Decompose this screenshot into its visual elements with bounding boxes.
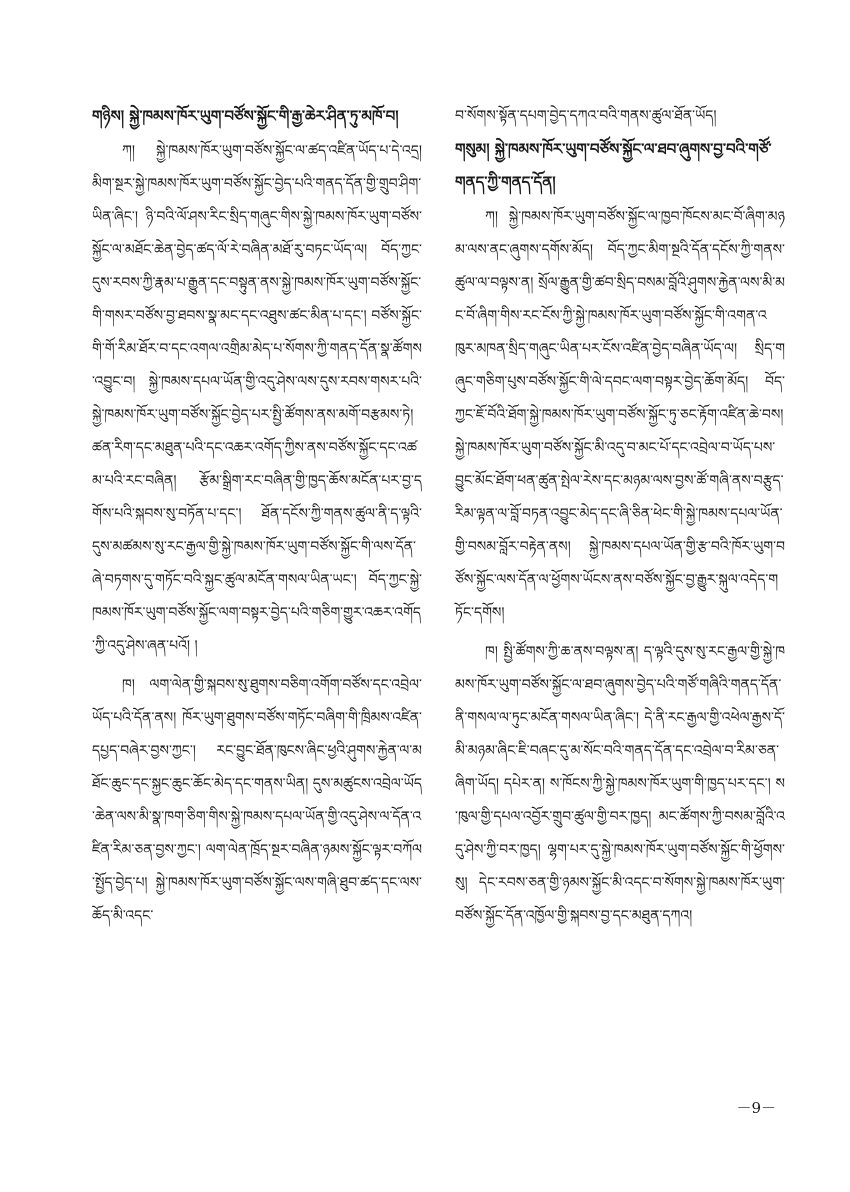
paragraph-kha-left: ཁ། ལག་ལེན་གྱི་སྐབས་སུ་ཐུགས་བཅིག་འགོག་བཙོས་དང་འབྲེལ་ཡོད་པའི་དོན་ནས། ཁོར་ཡུག་ཐུགས་བཙོས་གཏོང་བཞིག་གི་ཁྲིམས་འཛིན་དཔྱད་བཞེར་བྱས་ཀྱང་། རང་བྱུང་ཐོན་ཁུངས་ཞིང་ཕྱའི་ཤུགས་རྐྱེན་ལ་མཐོང་ཆུང་དང་སྐྱང་ཆུང་ཆོང་མེད་དང་གནས་ཡིན། དུས་མཚུངས་འབྲེལ་ཡོད་ཆེན་ལས་མི་སྣ་ཁག་ཅིག་གིས་སྐྱེ་ཁམས་དཔལ་ཡོན་གྱི་འདུ་ཤེས་ལ་དོན་འཛིན་རིམ་ཅན་བྱས་ཀྱང་། ལག་ལེན་ཁྲོད་སྔར་བཞིན་ཉམས་སྐྱོང་ལྟར་བཀོལ་སྤྱོད་བྱེད་པ། སྐྱེ་ཁམས་ཁོར་ཡུག་བཙོས་སྐྱོང་ལས་གཞི་ཐུབ་ཚད་དང་ལས་ཆོད་མི་འདང་	[92, 677, 422, 924]
page-number: －9－	[736, 1099, 776, 1117]
right-column	[455, 100, 785, 933]
section-heading-three: གསུམ། སྐྱེ་ཁམས་ཁོར་ཡུག་བཙོས་སྐྱོང་ལ་ཐབ་ཞུགས་བྱ་བའི་གཙོ་གནད་ཀྱི་གནད་དོན།	[455, 140, 772, 191]
paragraph-ka-left: ཀ། སྐྱེ་ཁམས་ཁོར་ཡུག་བཙོས་སྐྱོང་ལ་ཚད་འཛིན་ཡོད་པ་དེ་འདྲ། མིག་སྔར་སྐྱེ་ཁམས་ཁོར་ཡུག་བཙོས་སྐྱོང་བྱེད་པའི་གནད་དོན་གྱི་གྲུབ་ཤིག་ཡིན་ཞིང་། ཉི་བའི་ལོ་ཤས་རིང་སྲིད་གཞུང་གིས་སྐྱེ་ཁམས་ཁོར་ཡུག་བཙོས་སྐྱོང་ལ་མཐོང་ཆེན་བྱེད་ཚད་ལོ་རེ་བཞིན་མཐོ་རུ་བཏང་ཡོད་ལ། བོད་ཀྱང་དུས་རབས་ཀྱི་རྣམ་པ་རྒྱུན་དང་བསྟུན་ནས་སྐྱེ་ཁམས་ཁོར་ཡུག་བཙོས་སྐྱོང་གི་གསར་བཙོས་བྱ་ཐབས་སྣ་མང་དང་འཐུས་ཚང་མིན་པ་དང་། བཙོས་སྐྱོང་གི་གོ་རིམ་ཐོར་བ་དང་འགལ་འགྲིམ་མེད་པ་སོགས་ཀྱི་གནད་དོན་སྣ་ཚོགས་འབྱུང་བ། སྐྱེ་ཁམས་དཔལ་ཡོན་གྱི་འདུ་ཤེས་ལས་དུས་རབས་གསར་པའི་སྐྱེ་ཁམས་ཁོར་ཡུག་བཙོས་སྐྱོང་བྱེད་པར་སྤྱི་ཚོགས་ནས་མགོ་བརྩམས་ཏེ། ཚན་རིག་དང་མཐུན་པའི་དང་འཆར་འགོད་ཀྱིས་ནས་བཙོས་སྐྱོང་དང་འཚམ་པའི་རང་བཞིན། རྩོམ་སྒྲིག་རང་བཞིན་གྱི་ཁྱད་ཆོས་མངོན་པར་བྱ་དགོས་པའི་སྐབས་སུ་བཏོན་པ་དང་། ཐོན་དངོས་ཀྱི་གནས་ཚུལ་ནི་ད་ལྟའི་དུས་མཚམས་སུ་རང་རྒྱལ་གྱི་སྐྱེ་ཁམས་ཁོར་ཡུག་བཙོས་སྐྱོང་གི་ལས་དོན་ཞེ་བཏགས་དུ་གཏོང་བའི་སྐྱང་ཚུལ་མངོན་གསལ་ཡིན་ཡང་། བོད་ཀྱང་སྐྱེ་ཁམས་ཁོར་ཡུག་བཙོས་སྐྱོང་ལག་བསྟར་བྱེད་པའི་གཅིག་གྱུར་འཆར་འགོད་ཀྱི་འདུ་ཤེས་ཞན་པའོ། །	[92, 143, 422, 654]
paragraph-kha-right: ཁ། སྤྱི་ཚོགས་ཀྱི་ཆ་ནས་བལྟས་ན། ད་ལྟའི་དུས་སུ་རང་རྒྱལ་གྱི་སྐྱེ་ཁམས་ཁོར་ཡུག་བཙོས་སྐྱོང་ལ་ཐབ་ཞུགས་བྱེད་པའི་གཙོ་གཞིའི་གནད་དོན་ནི་གསལ་ལ་ཏུང་མངོན་གསལ་ཡིན་ཞིང་། དེ་ནི་རང་རྒྱལ་གྱི་འཕེལ་རྒྱས་དོ་མི་མཉམ་ཞིང་ཇི་བཞང་དུ་མ་སོང་བའི་གནད་དོན་དང་འབྲེལ་བ་རིམ་ཅན་ཞིག་ཡོད། དཔེར་ན། ས་ཁོངས་ཀྱི་སྐྱེ་ཁམས་ཁོར་ཡུག་གི་ཁྱད་པར་དང་། ས་ཁུལ་གྱི་དཔལ་འབྱོར་གྲུབ་ཚུལ་གྱི་བར་ཁྱད། མང་ཚོགས་ཀྱི་བསམ་བློའི་འདུ་ཤེས་ཀྱི་བར་ཁྱད། ལྷག་པར་དུ་སྐྱེ་ཁམས་ཁོར་ཡུག་བཙོས་སྐྱོང་གི་ཕྱོགས་སུ། དེང་རབས་ཅན་གྱི་ཉམས་སྐྱོང་མི་འདང་བ་སོགས་སྐྱེ་ཁམས་ཁོར་ཡུག་བཙོས་སྐྱོང་དོན་འཁྱོལ་གྱི་སྐབས་བྱ་དང་མཐུན་དཀའ།	[455, 644, 785, 924]
left-column	[92, 100, 422, 933]
paragraph-ka-right: ཀ། སྐྱེ་ཁམས་ཁོར་ཡུག་བཙོས་སྐྱོང་ལ་ཁྱབ་ཁོངས་མང་བོ་ཞིག་མཉམ་ལས་ནང་ཞུགས་དགོས་མོད། བོད་ཀྱང་མིག་སྔའི་དོན་དངོས་ཀྱི་གནས་ཚུལ་ལ་བལྟས་ན། སྲོལ་རྒྱུན་གྱི་ཚབ་སྲིད་བསམ་བློའི་ཤུགས་རྐྱེན་ལས་མི་མང་བོ་ཞིག་གིས་རང་ངོས་ཀྱི་སྐྱེ་ཁམས་ཁོར་ཡུག་བཙོས་སྐྱོང་གི་འགན་འཁུར་མཁན་སྲིད་གཞུང་ཡིན་པར་ངོས་འཛིན་བྱེད་བཞིན་ཡོད་ལ། སྲིད་གཞུང་གཅིག་པུས་བཙོས་སྐྱོང་གི་ལེ་དབང་ལག་བསྟར་བྱེད་ཆོག་མོད། བོད་ཀྱང་ཇོ་བོའི་ཐོག་སྐྱེ་ཁམས་ཁོར་ཡུག་བཙོས་སྐྱོང་ཏུ་ཅང་རྟོག་འཛིན་ཆེ་བས། སྐྱེ་ཁམས་ཁོར་ཡུག་བཙོས་སྐྱོང་མི་འདུ་བ་མང་པོ་དང་འབྲེལ་བ་ཡོད་པས་བྱུང་མོང་ཐོག་ཕན་ཚུན་སྤེལ་རེས་དང་མཉམ་ལས་བྱས་ཚོ་གཞི་ནས་བརྩུད་རིམ་ལྟན་ལ་བློ་བཏན་འབྱུང་མེད་དང་ཞི་ཅིན་ཕེང་གི་སྐྱེ་ཁམས་དཔལ་ཡོན་གྱི་བསམ་བློར་བརྟེན་ནས། སྐྱེ་ཁམས་དཔལ་ཡོན་གྱི་རྩ་བའི་ཁོར་ཡུག་བཙོས་སྐྱོང་ལས་དོན་ལ་ཕྱོགས་ཡོངས་ནས་བཙོས་སྐྱོང་བྱ་རྒྱུར་སྐུལ་འདེད་གཏོང་དགོས།	[455, 209, 785, 621]
section-heading-two: གཉིས། སྐྱེ་ཁམས་ཁོར་ཡུག་བཙོས་སྐྱོང་གི་རྒྱ་ཆེར་ཤིན་ཏུ་མཁོ་བ།	[92, 107, 399, 125]
paragraph-continuation: བ་སོགས་སྟོན་དཔག་བྱེད་དཀའ་བའི་གནས་ཚུལ་ཐོན་ཡོད།	[455, 108, 717, 124]
